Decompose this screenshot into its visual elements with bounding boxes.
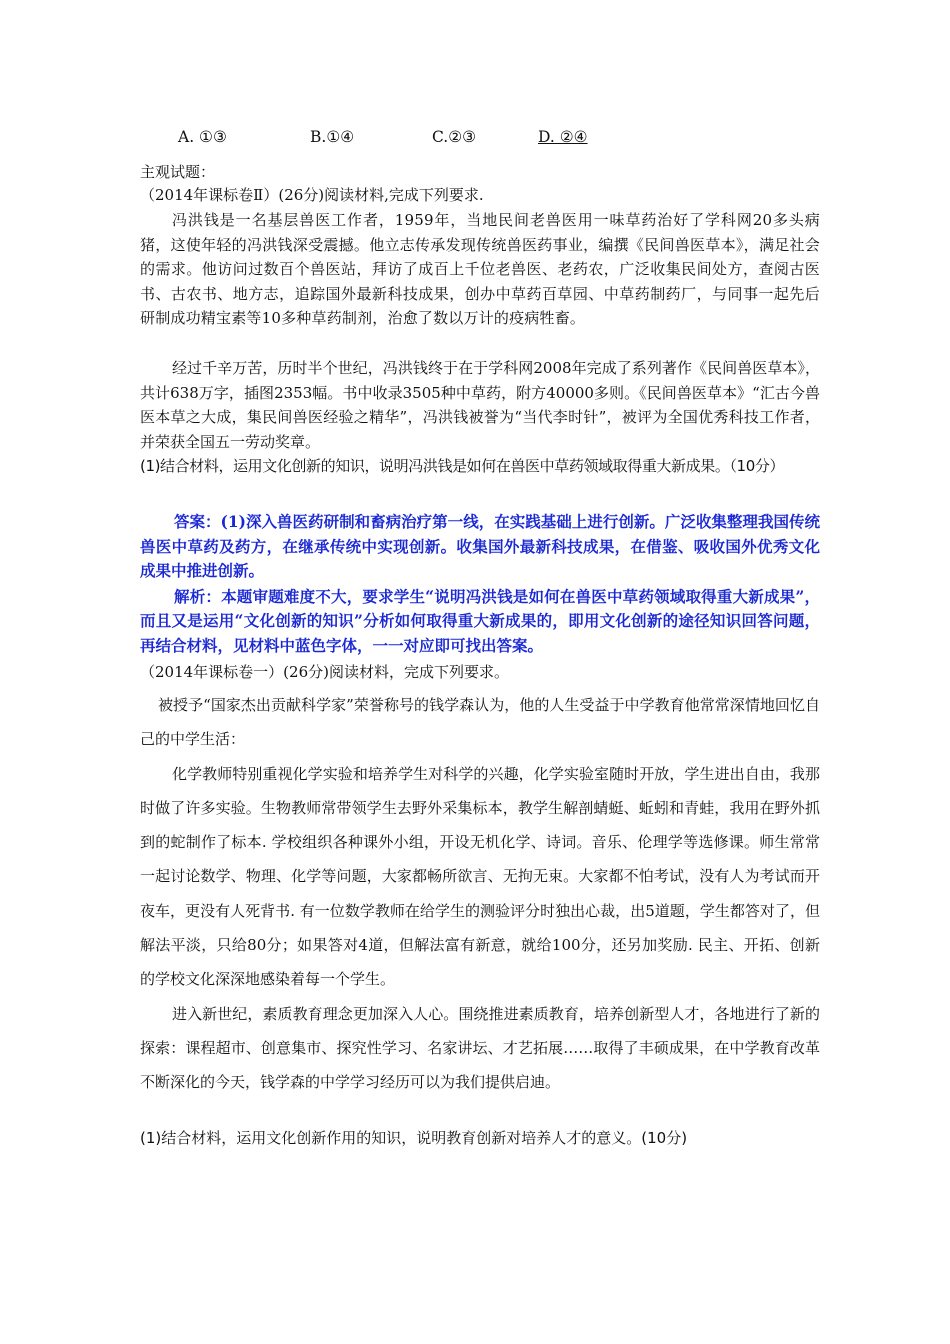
- option-b: B.①④: [310, 128, 355, 146]
- q1-question: (1)结合材料，运用文化创新的知识，说明冯洪钱是如何在兽医中草药领域取得重大新成果。（10分）: [140, 457, 785, 475]
- q1-answer: 答案：(1)深入兽医药研制和畜病治疗第一线，在实践基础上进行创新。广泛收集整理我国传统兽医中草药及药方，在继承传统中实现创新。收集国外最新科技成果，在借鉴、吸收国外优秀文化成果中推进创新。: [140, 512, 820, 580]
- option-c: C.②③: [432, 128, 477, 146]
- q2-paragraph-2: 化学教师特别重视化学实验和培养学生对科学的兴趣，化学实验室随时开放，学生进出自由，我那时做了许多实验。生物教师常带领学生去野外采集标本，教学生解剖蜻蜓、蚯蚓和青蛙，我用在野外抓到的蛇制作了标本. 学校组织各种课外小组，开设无机化学、诗词。音乐、伦理学等选修课。师生常常一起讨论数学、物理、化学等问题，大家都畅所欲言、无拘无束。大家都不怕考试，没有人为考试而开夜车，更没有人死背书. 有一位数学教师在给学生的测验评分时独出心裁，出5道题，学生都答对了，但解法平淡，只给80分；如果答对4道，但解法富有新意，就给100分，还另加奖励. 民主、开拓、创新的学校文化深深地感染着每一个学生。: [140, 764, 820, 989]
- q2-paragraph-1: 被授予“国家杰出贡献科学家”荣誉称号的钱学森认为，他的人生受益于中学教育他常常深情地回忆自己的中学生活：: [140, 696, 820, 749]
- option-d: D. ②④: [538, 128, 588, 146]
- q2-paragraph-3: 进入新世纪，素质教育理念更加深入人心。围绕推进素质教育，培养创新型人才，各地进行了新的探索：课程超市、创意集市、探究性学习、名家讲坛、才艺拓展……取得了丰硕成果，在中学教育改革不断深化的今天，钱学森的中学学习经历可以为我们提供启迪。: [140, 1004, 820, 1092]
- q1-paragraph-2: 经过千辛万苦，历时半个世纪，冯洪钱终于在于学科网2008年完成了系列著作《民间兽医草本》，共计638万字，插图2353幅。书中收录3505种中草药，附方40000多则。《民间兽医草本》“汇古今兽医本草之大成，集民间兽医经验之精华”，冯洪钱被誉为“当代李时针”，被评为全国优秀科技工作者，并荣获全国五一劳动奖章。: [140, 359, 820, 451]
- q1-header: （2014年课标卷Ⅱ）(26分)阅读材料,完成下列要求.: [140, 186, 484, 204]
- option-a: A. ①③: [178, 128, 227, 146]
- q2-question: (1)结合材料，运用文化创新作用的知识，说明教育创新对培养人才的意义。(10分): [140, 1129, 688, 1147]
- section-title: 主观试题：: [140, 163, 216, 181]
- q1-material: [140, 208, 820, 331]
- q1-paragraph-1: 冯洪钱是一名基层兽医工作者，1959年，当地民间老兽医用一味草药治好了学科网20多头病猪，这使年轻的冯洪钱深受震撼。他立志传承发现传统兽医药事业，编撰《民间兽医草本》，满足社会的需求。他访问过数百个兽医站，拜访了成百上千位老兽医、老药农，广泛收集民间处方，查阅古医书、古农书、地方志，追踪国外最新科技成果，创办中草药百草园、中草药制药厂，与同事一起先后研制成功精宝素等10多种草药制剂，治愈了数以万计的疫病牲畜。: [140, 211, 820, 327]
- answer-options: [178, 128, 950, 146]
- q1-answer-block: [140, 510, 820, 659]
- q1-analysis: 解析：本题审题难度不大，要求学生“说明冯洪钱是如何在兽医中草药领域取得重大新成果”，而且又是运用“文化创新的知识”分析如何取得重大新成果的，即用文化创新的途径知识回答问题，再结合材料，见材料中蓝色字体，一一对应即可找出答案。: [140, 586, 820, 655]
- q1-material-2: [140, 356, 820, 479]
- q2-material: [140, 688, 820, 1100]
- q2-header: （2014年课标卷一）(26分)阅读材料，完成下列要求。: [140, 663, 509, 681]
